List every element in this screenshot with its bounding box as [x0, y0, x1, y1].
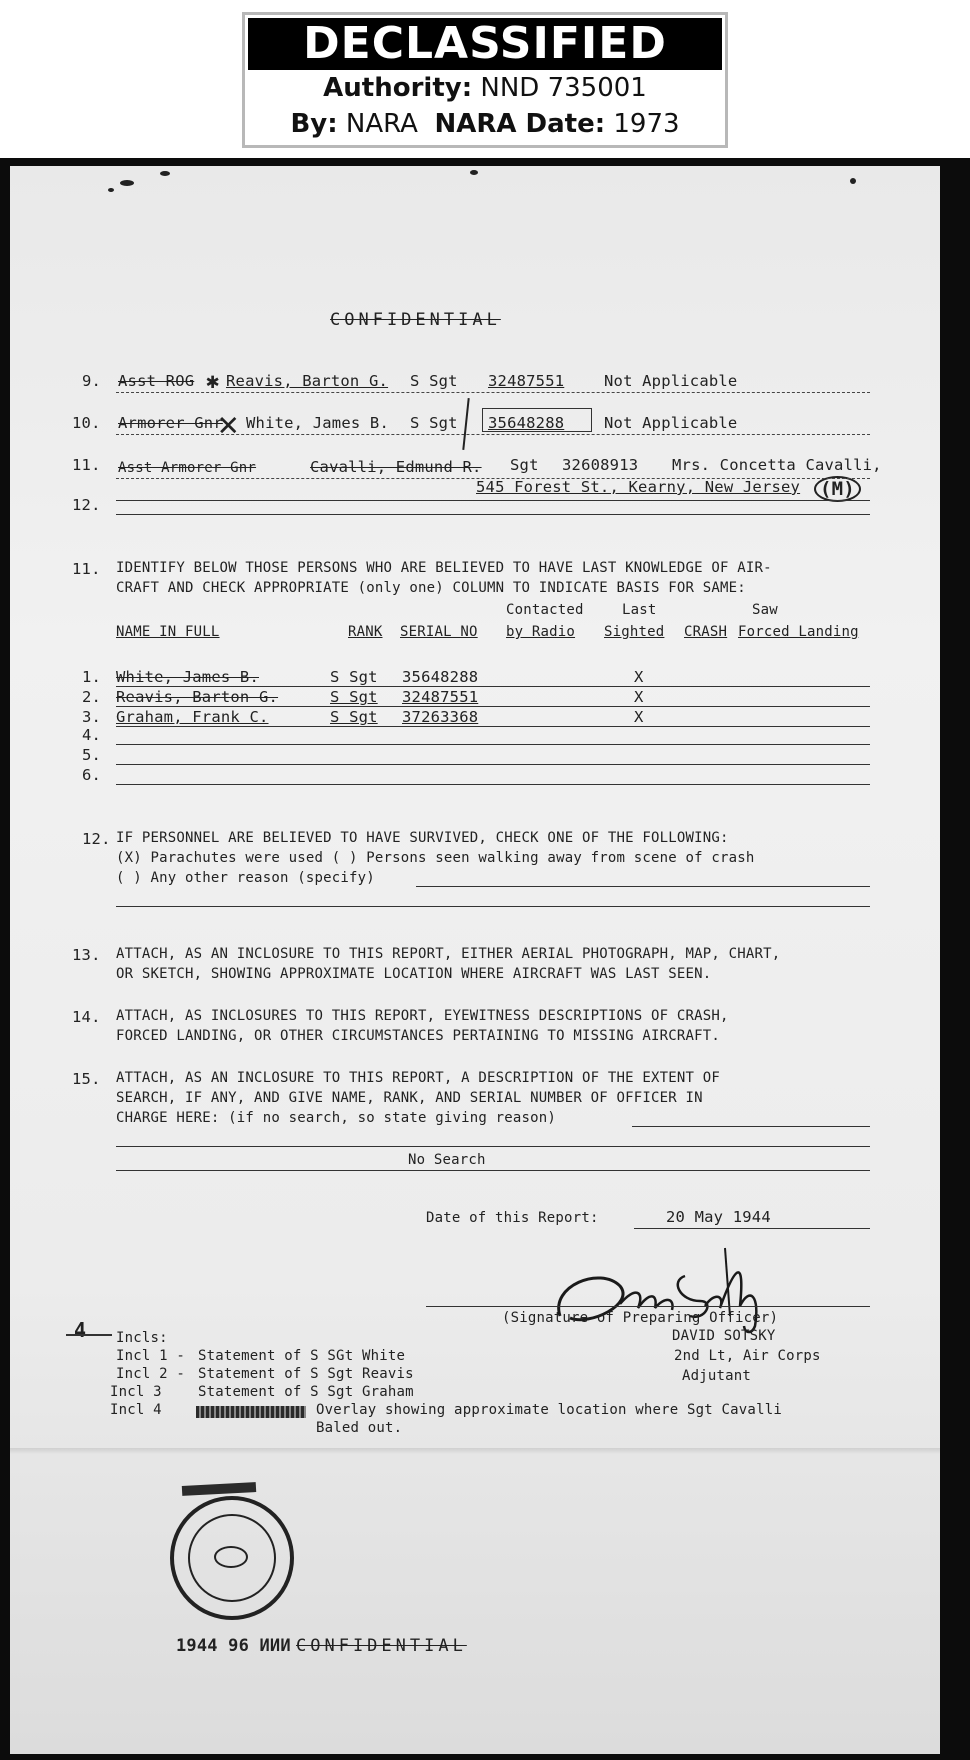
column-header: Sighted [604, 624, 665, 640]
inclosures-label: Incls: [116, 1330, 168, 1346]
crew-address: 545 Forest St., Kearny, New Jersey [476, 478, 801, 496]
section-number: 12. [82, 830, 111, 848]
signature-line [426, 1306, 870, 1307]
row-num: 4. [82, 726, 102, 744]
row-line [116, 686, 870, 687]
by-value: NARA [345, 109, 418, 139]
stamp-by-date [245, 106, 725, 142]
nara-date-label: NARA Date: [434, 109, 606, 139]
crew-next-of-kin: Mrs. Concetta Cavalli, [672, 456, 882, 474]
section-number: 13. [72, 946, 101, 964]
authority-label: Authority: [323, 73, 473, 103]
crew-rank: Sgt [510, 456, 539, 474]
row-line [116, 764, 870, 765]
crew-next-of-kin: Not Applicable [604, 414, 738, 432]
redaction-mark [196, 1406, 306, 1418]
row-name: Reavis, Barton G. [116, 688, 279, 706]
crew-num: 10. [72, 414, 101, 432]
row-line [116, 706, 870, 707]
crew-rank: S Sgt [410, 372, 458, 390]
row-mark: X [634, 668, 644, 686]
section-text: FORCED LANDING, OR OTHER CIRCUMSTANCES PERTAINING TO MISSING AIRCRAFT. [116, 1028, 721, 1044]
crew-line [116, 392, 870, 393]
stamp-emblem [214, 1546, 248, 1568]
crew-line [116, 478, 870, 479]
row-line [116, 744, 870, 745]
column-header: NAME IN FULL [116, 624, 220, 640]
answer-line [116, 1170, 870, 1171]
header-classification: CONFIDENTIAL [330, 310, 501, 330]
pen-stroke [462, 398, 469, 450]
crew-rank: S Sgt [410, 414, 458, 432]
inclosure-continuation: Baled out. [316, 1420, 403, 1436]
signature-caption: (Signature of Preparing Officer) [502, 1310, 779, 1326]
crew-next-of-kin: Not Applicable [604, 372, 738, 390]
search-answer: No Search [408, 1152, 486, 1168]
stamp-bar [182, 1482, 256, 1496]
ink-speck [108, 188, 114, 192]
section-text: SEARCH, IF ANY, AND GIVE NAME, RANK, AND SERIAL NUMBER OF OFFICER IN [116, 1090, 703, 1106]
authority-value: NND 735001 [480, 73, 647, 103]
column-header: Forced Landing [738, 624, 859, 640]
section-text: ATTACH, AS AN INCLOSURE TO THIS REPORT, A DESCRIPTION OF THE EXTENT OF [116, 1070, 721, 1086]
section-number: 14. [72, 1008, 101, 1026]
crew-serial: 32487551 [488, 372, 565, 390]
officer-rank: 2nd Lt, Air Corps [674, 1348, 821, 1364]
section-text: CHARGE HERE: (if no search, so state giving reason) [116, 1110, 557, 1126]
row-serial: 35648288 [402, 668, 479, 686]
report-date-label: Date of this Report: [426, 1210, 599, 1226]
inclosure-text: Overlay showing approximate location where Sgt Cavalli [316, 1402, 782, 1418]
column-header: RANK [348, 624, 383, 640]
count-underline [66, 1334, 112, 1336]
crew-serial: 35648288 [488, 414, 565, 432]
section-number: 15. [72, 1070, 101, 1088]
section-text: ATTACH, AS INCLOSURES TO THIS REPORT, EYEWITNESS DESCRIPTIONS OF CRASH, [116, 1008, 729, 1024]
row-name: Graham, Frank C. [116, 708, 269, 726]
row-num: 6. [82, 766, 102, 784]
column-header: Last [622, 602, 657, 618]
inclosure-count: 4 [74, 1318, 87, 1342]
section-text: CRAFT AND CHECK APPROPRIATE (only one) COLUMN TO INDICATE BASIS FOR SAME: [116, 580, 746, 596]
row-serial: 37263368 [402, 708, 479, 726]
row-rank: S Sgt [330, 688, 378, 706]
inclosure-text: Statement of S SGt White [198, 1348, 406, 1364]
crew-line [116, 500, 870, 501]
ink-speck [470, 170, 478, 175]
inclosure-id: Incl 1 - [116, 1348, 186, 1364]
section-text: OR SKETCH, SHOWING APPROXIMATE LOCATION WHERE AIRCRAFT WAS LAST SEEN. [116, 966, 712, 982]
section-text: IF PERSONNEL ARE BELIEVED TO HAVE SURVIVED, CHECK ONE OF THE FOLLOWING: [116, 830, 729, 846]
relation-mark: (M) [814, 476, 861, 502]
answer-line [632, 1126, 870, 1127]
ink-speck [120, 180, 134, 186]
column-header: Contacted [506, 602, 584, 618]
ink-speck [850, 178, 856, 184]
crew-line [116, 514, 870, 515]
inclosure-text: Statement of S Sgt Graham [198, 1384, 414, 1400]
specify-line [116, 906, 870, 907]
row-rank: S Sgt [330, 708, 378, 726]
round-stamp [170, 1496, 294, 1620]
officer-title: Adjutant [682, 1368, 752, 1384]
serial-box [482, 408, 592, 432]
nara-date-value: 1973 [613, 109, 680, 139]
row-line [116, 784, 870, 785]
crew-name: White, James B. [246, 414, 389, 432]
asterisk-mark: ✱ [206, 369, 220, 394]
answer-line [116, 1146, 870, 1147]
row-num: 5. [82, 746, 102, 764]
row-name: White, James B. [116, 668, 259, 686]
officer-name: DAVID SOTSKY [672, 1328, 776, 1344]
row-num: 1. [82, 668, 102, 686]
footer-stamp-text: 1944 96 ИИИ [176, 1636, 291, 1656]
specify-line [416, 886, 870, 887]
section-number: 11. [72, 560, 101, 578]
by-label: By: [290, 109, 338, 139]
crew-line [116, 434, 870, 435]
report-date-value: 20 May 1944 [666, 1208, 771, 1226]
crew-serial: 32608913 [562, 456, 639, 474]
row-rank: S Sgt [330, 668, 378, 686]
date-line [634, 1228, 870, 1229]
stamp-authority [245, 70, 725, 106]
inclosure-text: Statement of S Sgt Reavis [198, 1366, 414, 1382]
row-mark: X [634, 688, 644, 706]
column-header: SERIAL NO [400, 624, 478, 640]
row-line [116, 726, 870, 727]
other-reason: ( ) Any other reason (specify) [116, 870, 375, 886]
crew-num: 11. [72, 456, 101, 474]
ink-speck [160, 171, 170, 176]
row-num: 2. [82, 688, 102, 706]
footer-classification: CONFIDENTIAL [296, 1636, 467, 1656]
column-header: CRASH [684, 624, 728, 640]
inclosure-id: Incl 2 - [116, 1366, 186, 1382]
crew-name: Cavalli, Edmund R. [310, 458, 482, 476]
row-num: 3. [82, 708, 102, 726]
crew-name: Reavis, Barton G. [226, 372, 389, 390]
crew-position: Asst ROG [118, 372, 195, 390]
row-serial: 32487551 [402, 688, 479, 706]
paper-fold [10, 1448, 940, 1454]
column-header: by Radio [506, 624, 576, 640]
survival-options: (X) Parachutes were used ( ) Persons seen walking away from scene of crash [116, 850, 755, 866]
document-paper [10, 166, 940, 1754]
crew-position: Asst Armorer Gnr [118, 460, 257, 476]
stamp-title: DECLASSIFIED [248, 18, 722, 70]
crew-num: 12. [72, 496, 101, 514]
inclosure-id: Incl 3 [110, 1384, 162, 1400]
section-text: ATTACH, AS AN INCLOSURE TO THIS REPORT, EITHER AERIAL PHOTOGRAPH, MAP, CHART, [116, 946, 781, 962]
section-text: IDENTIFY BELOW THOSE PERSONS WHO ARE BELIEVED TO HAVE LAST KNOWLEDGE OF AIR- [116, 560, 772, 576]
x-mark: ✕ [218, 404, 239, 444]
row-mark: X [634, 708, 644, 726]
declassified-stamp [242, 12, 728, 148]
crew-num: 9. [82, 372, 102, 390]
scanned-document [0, 158, 970, 1760]
inclosure-id: Incl 4 [110, 1402, 162, 1418]
column-header: Saw [752, 602, 778, 618]
crew-position: Armorer Gnr [118, 414, 223, 432]
